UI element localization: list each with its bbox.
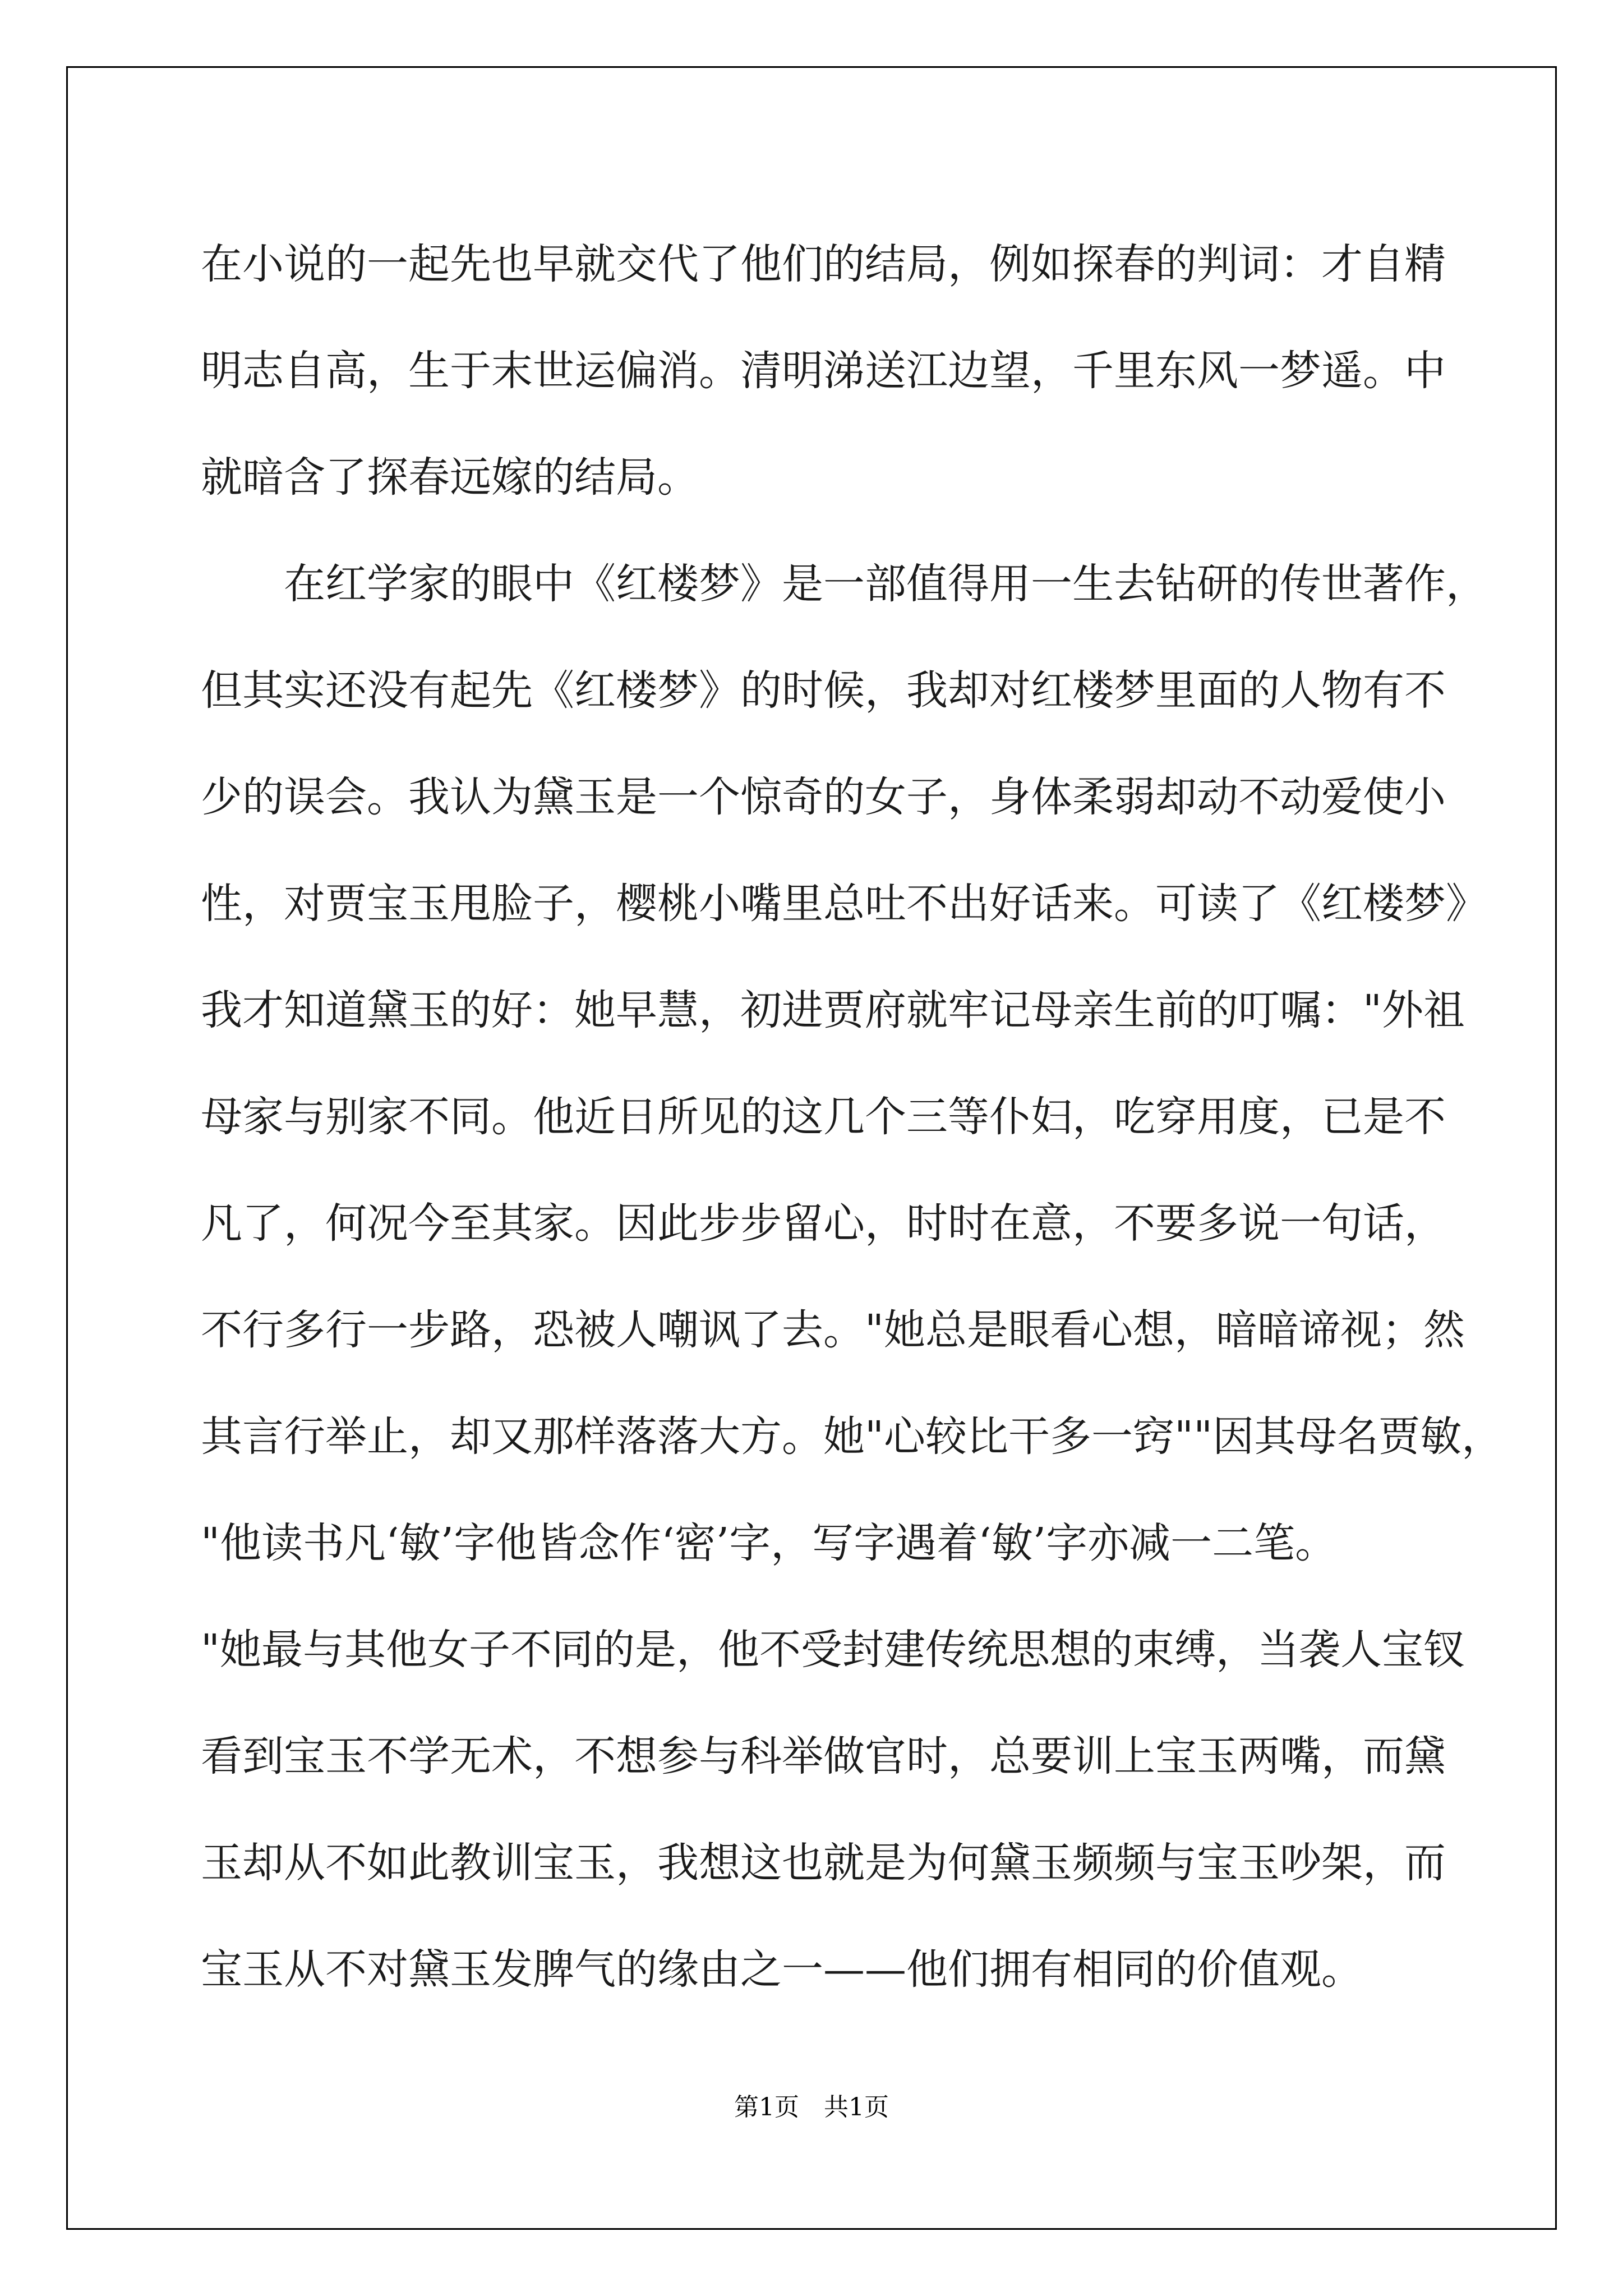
text-line: 就暗含了探春远嫁的结局。 — [201, 453, 699, 501]
text-line: "她最与其他女子不同的是，他不受封建传统思想的束缚，当袭人宝钗 — [201, 1626, 1465, 1674]
text-line: 母家与别家不同。他近日所见的这几个三等仆妇，吃穿用度，已是不 — [201, 1093, 1446, 1141]
text-line: 其言行举止，却又那样落落大方。她"心较比干多一窍""因其母名贾敏， — [201, 1412, 1504, 1461]
text-line: 不行多行一步路，恐被人嘲讽了去。"她总是眼看心想，暗暗谛视；然 — [201, 1306, 1465, 1354]
text-line: 在小说的一起先也早就交代了他们的结局，例如探春的判词：才自精 — [201, 240, 1446, 288]
document-body — [201, 211, 1504, 2023]
text-line: 明志自高，生于末世运偏消。清明涕送江边望，千里东风一梦遥。中 — [201, 347, 1446, 395]
text-line: 少的误会。我认为黛玉是一个惊奇的女子，身体柔弱却动不动爱使小 — [201, 773, 1446, 821]
text-line: 但其实还没有起先《红楼梦》的时候，我却对红楼梦里面的人物有不 — [201, 666, 1446, 715]
text-line: 性，对贾宝玉甩脸子，樱桃小嘴里总吐不出好话来。可读了《红楼梦》 — [201, 880, 1487, 928]
text-line: 凡了，何况今至其家。因此步步留心，时时在意，不要多说一句话， — [201, 1199, 1446, 1248]
text-line: "他读书凡‘敏’字他皆念作‘密’字，写字遇着‘敏’字亦减一二笔。 — [201, 1519, 1337, 1567]
page-footer: 第1页 共1页 — [734, 2093, 889, 2122]
text-line: 玉却从不如此教训宝玉，我想这也就是为何黛玉频频与宝玉吵架，而 — [201, 1839, 1446, 1887]
text-line: 我才知道黛玉的好：她早慧，初进贾府就牢记母亲生前的叮嘱："外祖 — [201, 986, 1465, 1034]
text-line: 在红学家的眼中《红楼梦》是一部值得用一生去钻研的传世著作， — [201, 560, 1487, 608]
text-line: 宝玉从不对黛玉发脾气的缘由之一——他们拥有相同的价值观。 — [201, 1945, 1363, 1994]
text-line: 看到宝玉不学无术，不想参与科举做官时，总要训上宝玉两嘴，而黛 — [201, 1732, 1446, 1780]
